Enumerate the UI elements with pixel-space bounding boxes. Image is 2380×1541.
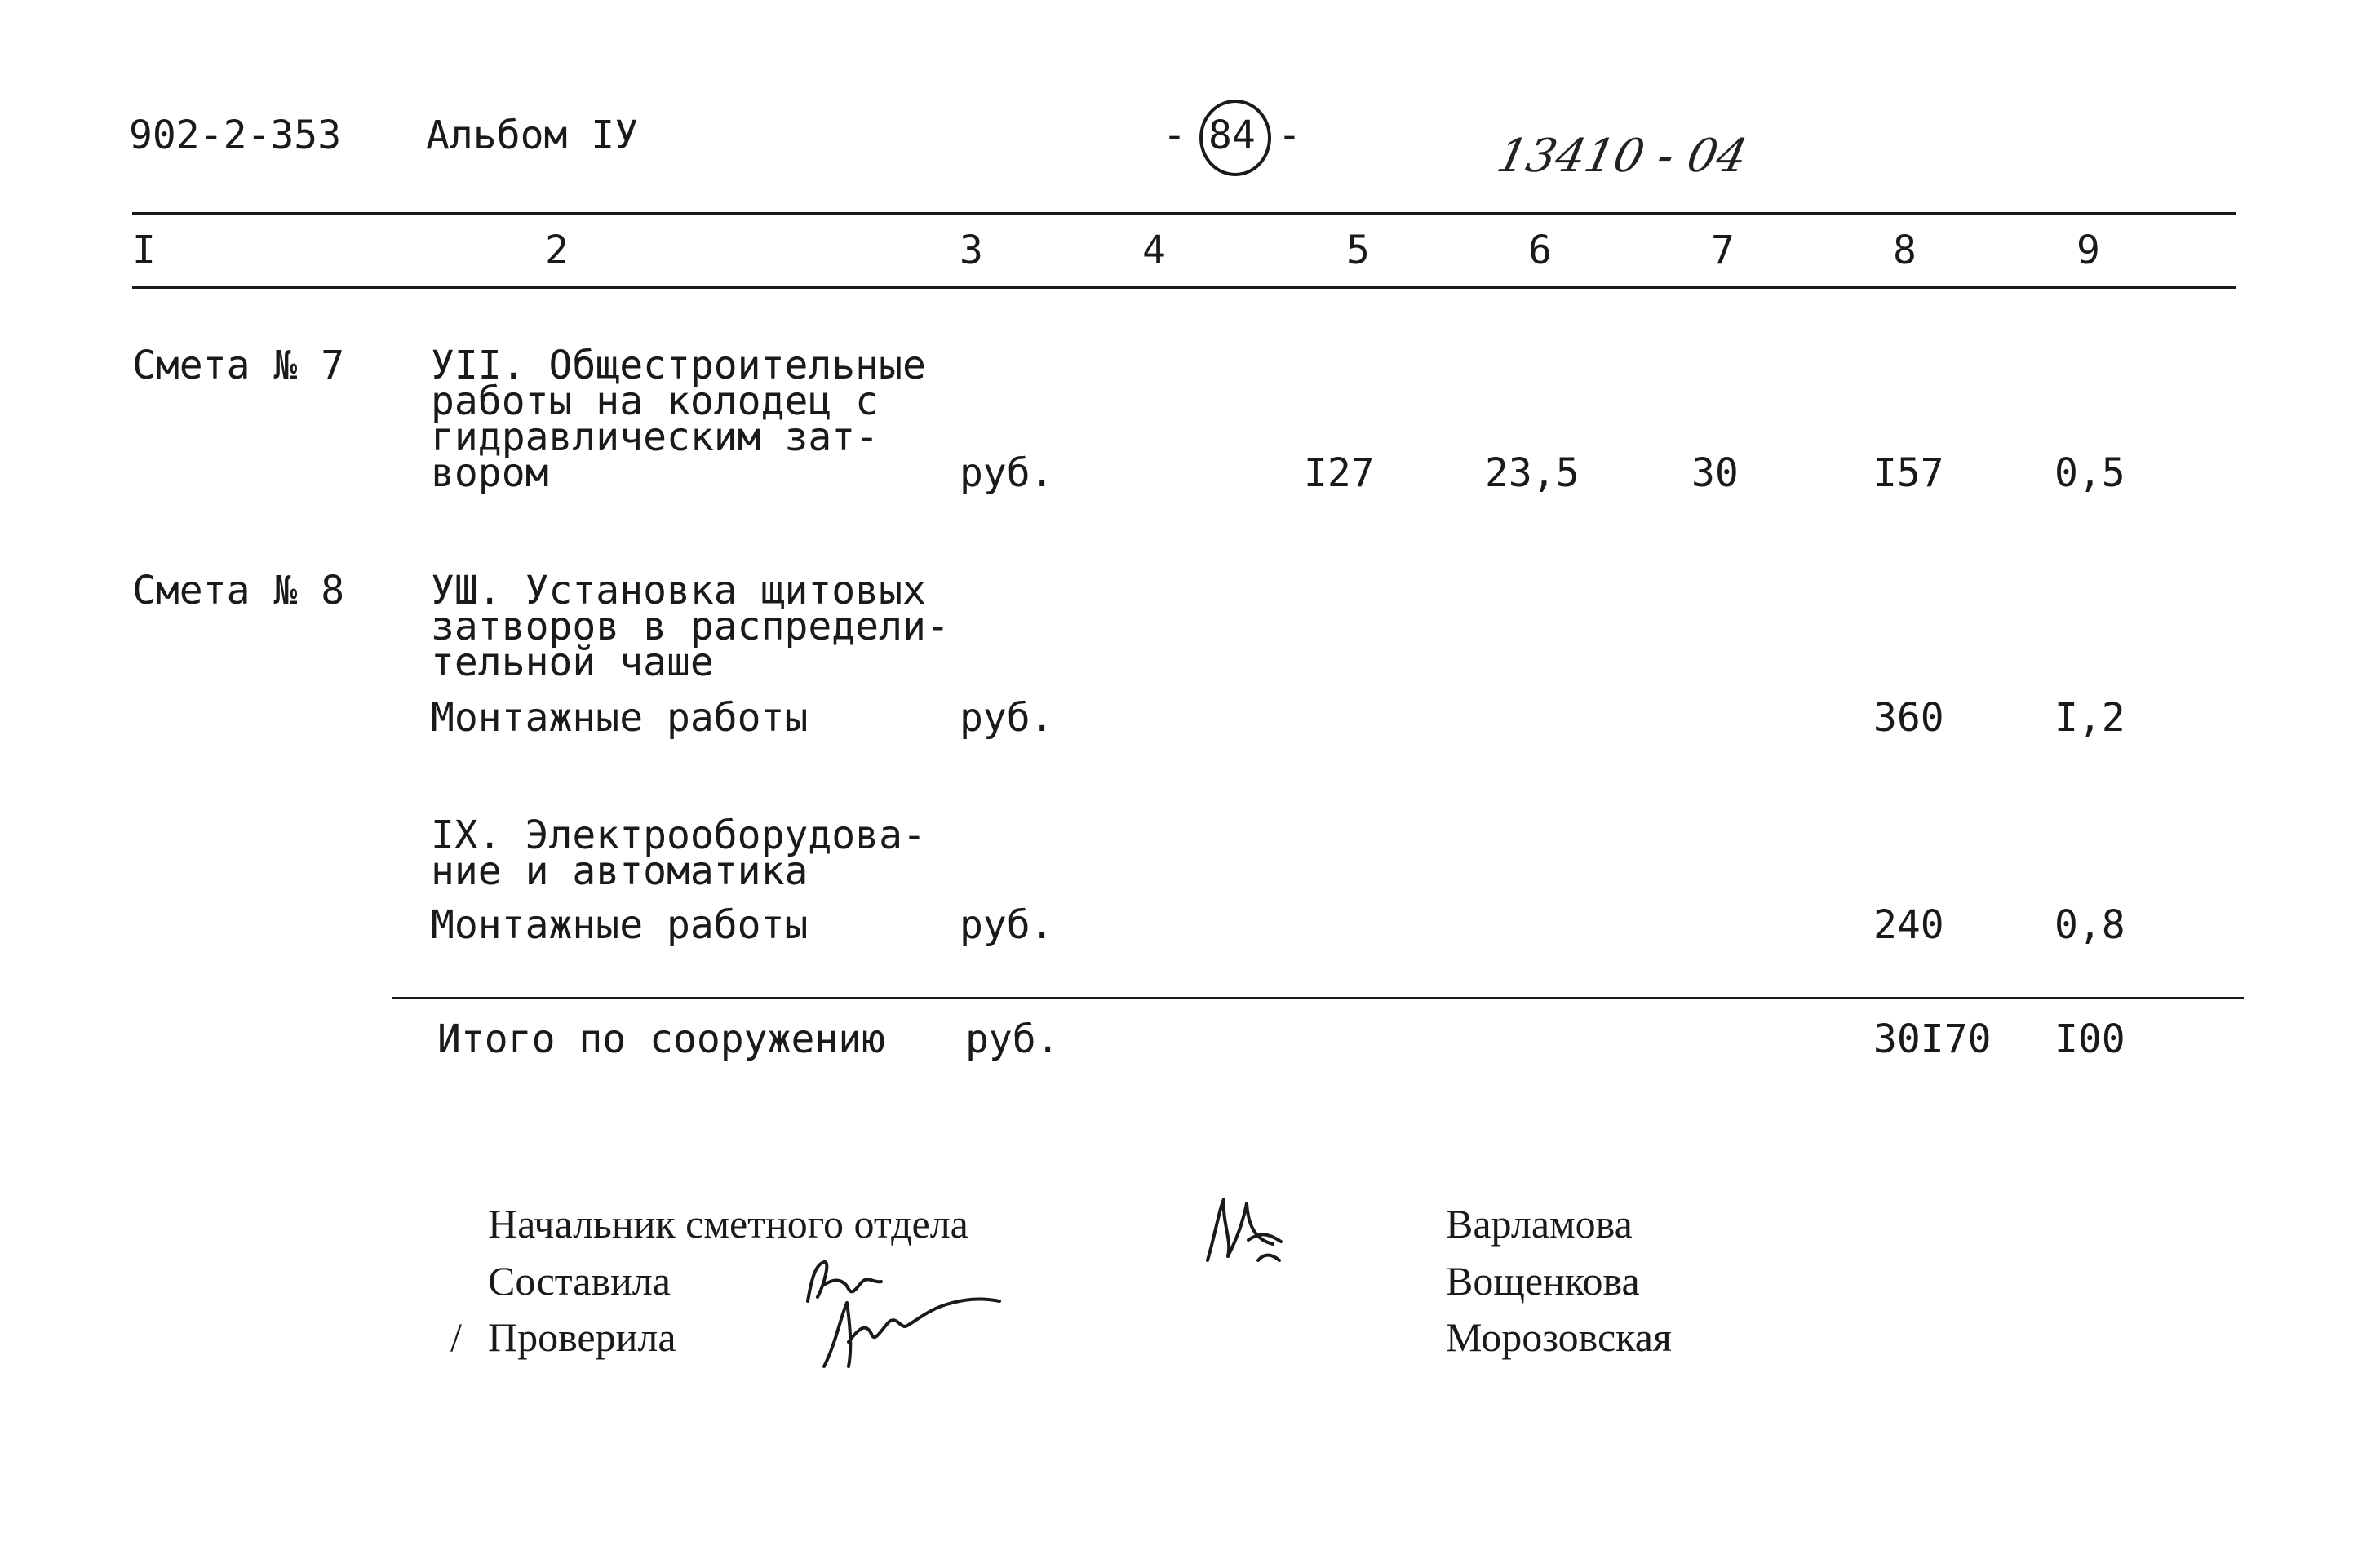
unit-cell: руб. [960, 450, 1054, 496]
cell-col8: I57 [1873, 450, 1944, 496]
row-description-line: затворов в распредели- [431, 604, 950, 649]
row-subitem: Монтажные работы [431, 695, 809, 741]
cell-col8: 360 [1873, 695, 1944, 741]
album-label: Альбом IУ [426, 113, 639, 158]
cell-col5: I27 [1304, 450, 1375, 496]
column-header-4: 4 [1142, 228, 1166, 273]
row-description-line: УII. Общестроительные [431, 343, 926, 388]
column-header-6: 6 [1528, 228, 1552, 273]
row-description-line: работы на колодец с [431, 379, 880, 424]
total-col9: I00 [2054, 1016, 2125, 1062]
column-header-3: 3 [960, 228, 983, 273]
page-number: 84 [1208, 113, 1256, 158]
document-code: 902-2-353 [129, 113, 342, 158]
signature-mark: / [450, 1314, 462, 1360]
cell-col9: 0,8 [2054, 902, 2125, 948]
page-dash-left: - [1163, 113, 1186, 158]
total-col8: 30I70 [1873, 1016, 1992, 1062]
cell-col9: 0,5 [2054, 450, 2125, 496]
row-description-line: тельной чаше [431, 640, 714, 685]
cell-col6: 23,5 [1485, 450, 1580, 496]
column-header-8: 8 [1893, 228, 1917, 273]
column-header-7: 7 [1711, 228, 1735, 273]
handwritten-number: 13410 - 04 [1492, 130, 1752, 183]
row-subitem: Монтажные работы [431, 902, 809, 948]
table-header-bottom-rule [132, 286, 2236, 289]
column-header-9: 9 [2076, 228, 2100, 273]
row-description-line: УШ. Установка щитовых [431, 568, 926, 613]
signatory-name: Морозовская [1446, 1314, 1672, 1360]
handwritten-signature [816, 1285, 1012, 1375]
signatory-name: Вощенкова [1446, 1258, 1640, 1304]
unit-cell: руб. [960, 695, 1054, 741]
signature-role: Начальник сметного отдела [488, 1201, 968, 1247]
unit-cell: руб. [960, 902, 1054, 948]
page-dash-right: - [1278, 113, 1301, 158]
row-description-line: ние и автоматика [431, 848, 809, 894]
total-label: Итого по сооружению [437, 1016, 886, 1062]
total-rule [392, 997, 2244, 999]
column-header-5: 5 [1346, 228, 1370, 273]
row-description-line: IX. Электрооборудова- [431, 813, 926, 858]
table-top-rule [132, 212, 2236, 215]
signatory-name: Варламова [1446, 1201, 1633, 1247]
estimate-ref: Смета № 8 [132, 568, 345, 613]
signature-role: Составила [488, 1258, 671, 1304]
column-header-1: I [132, 228, 156, 273]
handwritten-signature [1199, 1183, 1289, 1273]
column-header-2: 2 [545, 228, 569, 273]
total-unit: руб. [965, 1016, 1060, 1062]
row-description-line: гидравлическим зат- [431, 414, 880, 460]
estimate-ref: Смета № 7 [132, 343, 345, 388]
cell-col8: 240 [1873, 902, 1944, 948]
row-description-line: вором [431, 450, 549, 496]
cell-col7: 30 [1691, 450, 1739, 496]
signature-role: Проверила [488, 1314, 676, 1360]
cell-col9: I,2 [2054, 695, 2125, 741]
